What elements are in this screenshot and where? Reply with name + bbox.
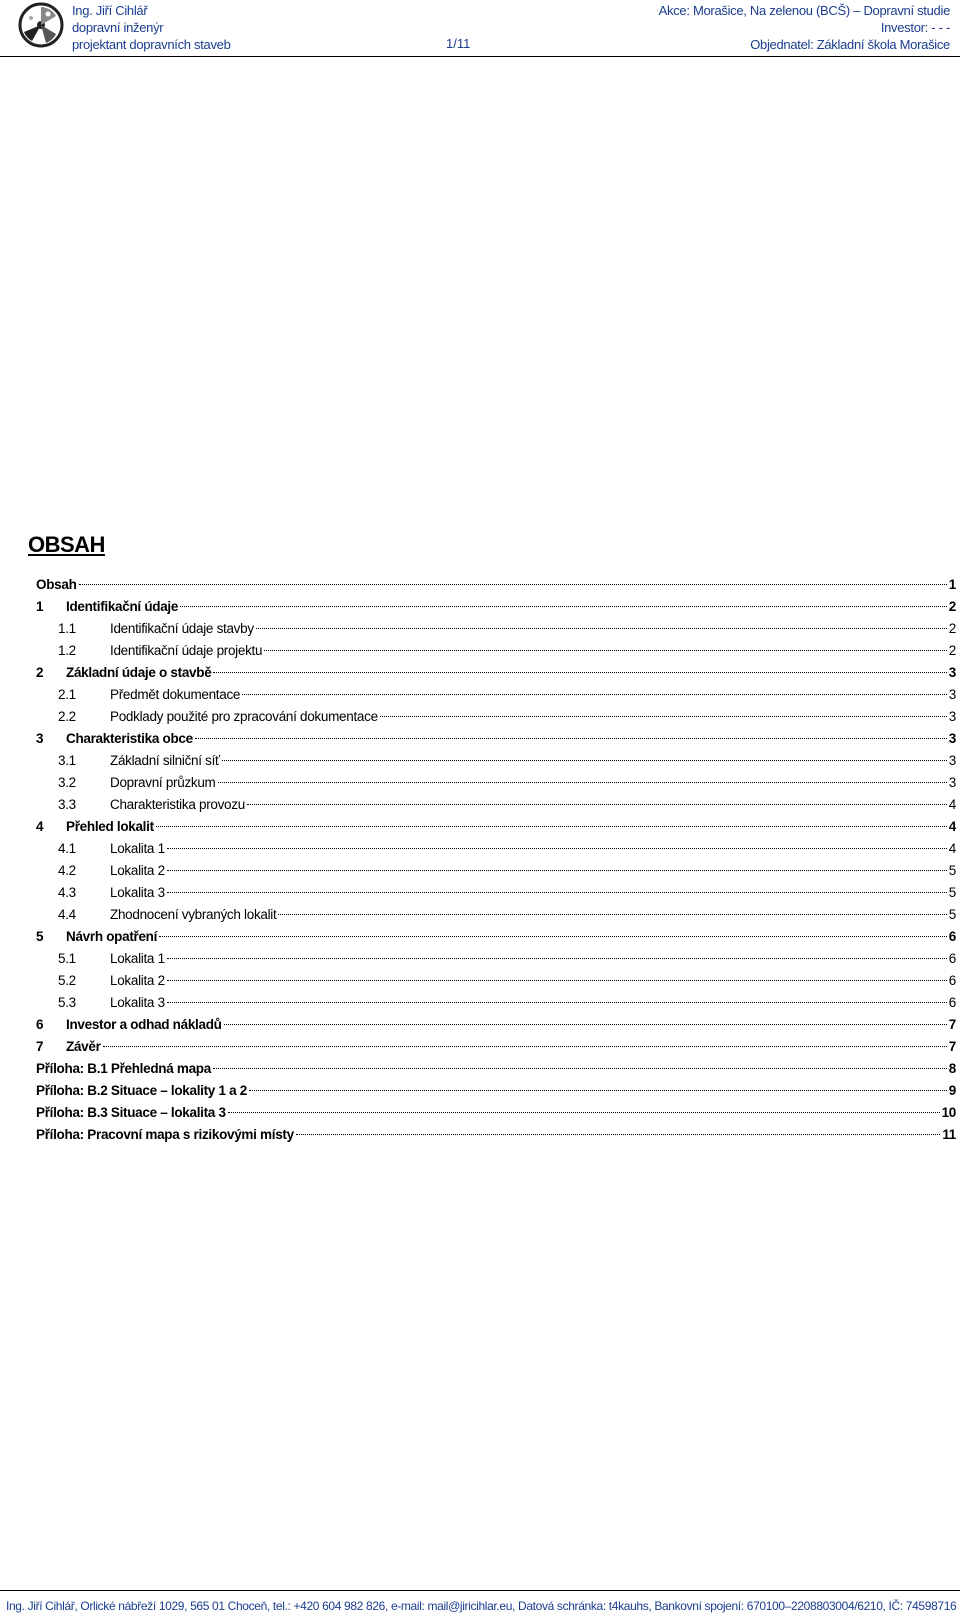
toc-entry-page: 3 (948, 709, 956, 724)
toc-entry[interactable] (36, 992, 956, 1014)
toc-entry-page: 5 (948, 907, 956, 922)
toc-entry-title: Přehled lokalit (66, 819, 154, 834)
toc-entry[interactable] (36, 794, 956, 816)
toc-entry-number: 5 (36, 929, 44, 944)
toc-entry-title: Základní silniční síť (110, 753, 220, 768)
toc-entry-number: 3.3 (58, 797, 76, 812)
toc-entry[interactable] (36, 662, 956, 684)
toc-entry-title: Zhodnocení vybraných lokalit (110, 907, 277, 922)
header-author-name: Ing. Jiří Cihlář (72, 3, 148, 18)
toc-entry-number: 6 (36, 1017, 44, 1032)
toc-entry-number: 4 (36, 819, 44, 834)
toc-entry-title: Příloha: Pracovní mapa s rizikovými místy (36, 1127, 294, 1142)
toc-leader-dots (218, 782, 947, 783)
toc-entry-page: 1 (948, 577, 956, 592)
toc-entry[interactable] (36, 772, 956, 794)
toc-entry-title: Identifikační údaje projektu (110, 643, 263, 658)
toc-entry-title: Příloha: B.1 Přehledná mapa (36, 1061, 211, 1076)
toc-leader-dots (195, 738, 947, 739)
toc-entry[interactable] (36, 838, 956, 860)
toc-entry[interactable] (36, 904, 956, 926)
toc-entry[interactable] (36, 882, 956, 904)
toc-entry-page: 3 (948, 687, 956, 702)
toc-entry[interactable] (36, 684, 956, 706)
toc-entry-page: 5 (948, 863, 956, 878)
toc-entry[interactable] (36, 948, 956, 970)
toc-entry-page: 7 (948, 1017, 956, 1032)
toc-leader-dots (264, 650, 947, 651)
toc-entry-page: 2 (948, 643, 956, 658)
toc-entry-page: 10 (941, 1105, 956, 1120)
toc-entry-title: Identifikační údaje (66, 599, 179, 614)
toc-leader-dots (213, 1068, 947, 1069)
toc-leader-dots (213, 672, 946, 673)
header-project-investor: Investor: - - - (880, 20, 950, 35)
toc-entry[interactable] (36, 1124, 956, 1146)
toc-entry[interactable] (36, 1058, 956, 1080)
toc-title: OBSAH (28, 532, 105, 557)
toc-entry-number: 1.1 (58, 621, 76, 636)
toc-entry-number: 5.1 (58, 951, 76, 966)
toc-entry-number: 2 (36, 665, 44, 680)
toc-entry-title: Obsah (36, 577, 77, 592)
toc-entry-number: 1 (36, 599, 44, 614)
toc-leader-dots (222, 760, 947, 761)
toc-leader-dots (228, 1112, 940, 1113)
toc-entry-page: 3 (948, 775, 956, 790)
toc-entry-page: 4 (948, 797, 956, 812)
toc-leader-dots (167, 848, 947, 849)
toc-entry[interactable] (36, 926, 956, 948)
toc-entry-title: Identifikační údaje stavby (110, 621, 254, 636)
toc-leader-dots (247, 804, 947, 805)
toc-entry[interactable] (36, 750, 956, 772)
toc-entry[interactable] (36, 728, 956, 750)
toc-entry-page: 2 (948, 621, 956, 636)
toc-entry-title: Návrh opatření (66, 929, 158, 944)
toc-entry-number: 2.2 (58, 709, 76, 724)
toc-leader-dots (159, 936, 947, 937)
toc-entry-page: 7 (948, 1039, 956, 1054)
toc-entry[interactable] (36, 596, 956, 618)
toc-entry-page: 2 (948, 599, 956, 614)
toc-entry-page: 3 (948, 665, 956, 680)
toc-entry-page: 9 (948, 1083, 956, 1098)
toc-entry-page: 6 (948, 995, 956, 1010)
header-author-role-2: projektant dopravních staveb (72, 37, 231, 52)
toc-entry-number: 5.2 (58, 973, 76, 988)
toc-entry-page: 8 (948, 1061, 956, 1076)
toc-entry-title: Lokalita 3 (110, 995, 165, 1010)
toc-entry[interactable] (36, 574, 956, 596)
footer-divider (0, 1590, 960, 1591)
toc-entry-number: 4.2 (58, 863, 76, 878)
toc-entry[interactable] (36, 970, 956, 992)
header-project (659, 2, 950, 53)
toc-entry-number: 5.3 (58, 995, 76, 1010)
toc-entry-page: 3 (948, 753, 956, 768)
toc-entry[interactable] (36, 1014, 956, 1036)
toc-leader-dots (296, 1134, 941, 1135)
toc-leader-dots (249, 1090, 947, 1091)
toc-entry-title: Lokalita 3 (110, 885, 165, 900)
toc-entry[interactable] (36, 618, 956, 640)
toc-entry-page: 6 (948, 973, 956, 988)
toc-entry-title: Lokalita 2 (110, 973, 165, 988)
toc-leader-dots (167, 1002, 947, 1003)
header-project-client: Objednatel: Základní škola Morašice (750, 37, 950, 52)
toc-entry-number: 3 (36, 731, 44, 746)
toc-entry-page: 6 (948, 929, 956, 944)
toc-entry-page: 11 (942, 1127, 956, 1142)
toc-entry-number: 7 (36, 1039, 44, 1054)
toc-leader-dots (156, 826, 947, 827)
header-project-action: Akce: Morašice, Na zelenou (BCŠ) – Dopravní studie (658, 3, 950, 18)
toc-entry-title: Příloha: B.2 Situace – lokality 1 a 2 (36, 1083, 247, 1098)
toc-entry-number: 4.1 (58, 841, 76, 856)
header-divider (0, 56, 960, 57)
toc-entry-page: 4 (948, 819, 956, 834)
toc-leader-dots (167, 980, 947, 981)
toc-entry[interactable] (36, 640, 956, 662)
toc-leader-dots (256, 628, 947, 629)
toc-entry-number: 4.4 (58, 907, 76, 922)
toc-entry-title: Charakteristika provozu (110, 797, 245, 812)
toc-entry-title: Závěr (66, 1039, 101, 1054)
table-of-contents (36, 574, 956, 1146)
toc-entry-page: 4 (948, 841, 956, 856)
toc-entry-title: Lokalita 2 (110, 863, 165, 878)
toc-entry-page: 5 (948, 885, 956, 900)
toc-entry[interactable] (36, 1102, 956, 1124)
toc-entry-title: Lokalita 1 (110, 951, 165, 966)
header-author (72, 2, 231, 53)
toc-entry-number: 3.2 (58, 775, 76, 790)
wheel-logo-icon (18, 2, 64, 48)
toc-entry-title: Příloha: B.3 Situace – lokalita 3 (36, 1105, 226, 1120)
toc-entry-title: Lokalita 1 (110, 841, 165, 856)
toc-entry-page: 6 (948, 951, 956, 966)
page-footer: Ing. Jiří Cihlář, Orlické nábřeží 1029, 565 01 Choceň, tel.: +420 604 982 826, e-mail: mail@jiricihlar.eu, Datová schránka: t4kauhs, Bankovní spojení: 670100–2208803004/6210, IČ: 74598716 (6, 1599, 957, 1613)
toc-entry-page: 3 (948, 731, 956, 746)
toc-entry-title: Dopravní průzkum (110, 775, 216, 790)
toc-entry-title: Základní údaje o stavbě (66, 665, 212, 680)
toc-entry[interactable] (36, 1036, 956, 1058)
toc-leader-dots (242, 694, 947, 695)
toc-entry-title: Předmět dokumentace (110, 687, 241, 702)
toc-entry-title: Podklady použité pro zpracování dokumentace (110, 709, 378, 724)
toc-entry[interactable] (36, 816, 956, 838)
page-header (0, 0, 960, 60)
toc-leader-dots (167, 870, 947, 871)
toc-leader-dots (79, 584, 947, 585)
toc-entry-number: 3.1 (58, 753, 76, 768)
toc-leader-dots (103, 1046, 947, 1047)
header-author-role: dopravní inženýr (72, 20, 164, 35)
toc-entry-number: 1.2 (58, 643, 76, 658)
toc-leader-dots (167, 892, 947, 893)
toc-leader-dots (167, 958, 947, 959)
toc-leader-dots (224, 1024, 947, 1025)
toc-entry-number: 4.3 (58, 885, 76, 900)
toc-leader-dots (380, 716, 947, 717)
header-page-number: 1/11 (446, 36, 471, 51)
toc-entry-title: Investor a odhad nákladů (66, 1017, 222, 1032)
toc-entry[interactable] (36, 860, 956, 882)
toc-leader-dots (278, 914, 946, 915)
toc-entry-title: Charakteristika obce (66, 731, 193, 746)
toc-leader-dots (180, 606, 947, 607)
toc-entry[interactable] (36, 706, 956, 728)
toc-entry[interactable] (36, 1080, 956, 1102)
toc-entry-number: 2.1 (58, 687, 76, 702)
